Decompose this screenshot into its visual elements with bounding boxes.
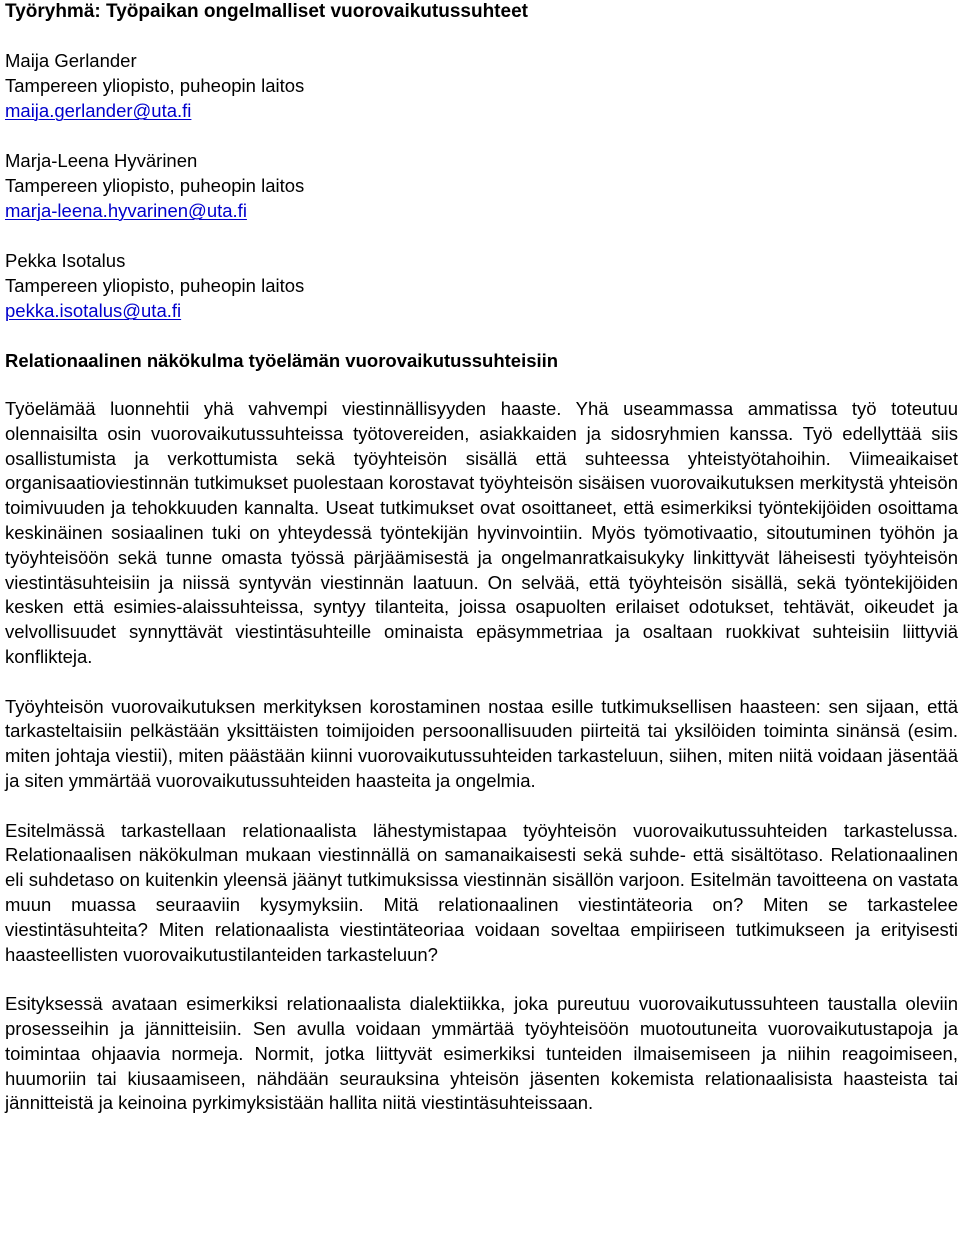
body-paragraph: Työyhteisön vuorovaikutuksen merkityksen korostaminen nostaa esille tutkimuksellisen haasteen: sen sijaan, että tarkasteltaisiin pelkästään yksittäisten toimijoiden persoonallisuuden piirteitä tai yksilöiden toiminta sinänsä (esim. miten johtaja viestii), miten päästään kiinni vuorovaikutussuhteiden tarkasteluun, siihen, miten niitä voidaan jäsentää ja siten ymmärtää vuorovaikutussuhteiden haasteita ja ongelmia.: [5, 695, 958, 791]
author-name: Maija Gerlander: [5, 50, 137, 71]
author-email-link[interactable]: marja-leena.hyvarinen@uta.fi: [5, 200, 247, 221]
body-paragraph: Työelämää luonnehtii yhä vahvempi viestinnällisyyden haaste. Yhä useammassa ammatissa työ toteutuu olennaisilta osin vuorovaikutussuhteissa työtovereiden, asiakkaiden ja sidosryhmien kanssa. Työ edellyttää siis osallistumista ja verkottumista sekä työyhteisön sisällä että suhteessa yhteistyötahoihin. Viimeaikaiset organisaatioviestinnän tutkimukset puolestaan korostavat työyhteisön sisäisen vuorovaikutuksen merkitystä yhteisön toimivuuden ja tehokkuuden kannalta. Useat tutkimukset ovat osoittaneet, että esimerkiksi työntekijöiden osoittama keskinäinen sosiaalinen tuki on yhteydessä työntekijän hyvinvointiin. Myös työmotivaatio, sitoutuminen työhön ja työyhteisöön sekä tunne omasta työssä pärjäämisestä ja ongelmanratkaisukyky linkittyvät läheisesti työyhteisön viestintäsuhteisiin ja niissä syntyvän viestinnän laatuun. On selvää, että työyhteisön sisällä, sekä työntekijöiden kesken että esimies-alaissuhteissa, syntyy tilanteita, joissa osapuolten erilaiset odotukset, tehtävät, oikeudet ja velvollisuudet synnyttävät viestintäsuhteille ominaista epäsymmetriaa ja osaltaan ruokkivat suhteisiin liittyviä konflikteja.: [5, 398, 958, 667]
author-affiliation: Tampereen yliopisto, puheopin laitos: [5, 75, 305, 96]
body-paragraph: Esitelmässä tarkastellaan relationaalista lähestymistapaa työyhteisön vuorovaikutussuhteiden tarkastelussa. Relationaalisen näkökulman mukaan viestinnällä on samanaikaisesti sekä suhde- että sisältötaso. Relationaalinen eli suhdetaso on kuitenkin yleensä jäänyt tutkimuksissa viestinnän sisällön varjoon. Esitelmän tavoitteena on vastata muun muassa seuraaviin kysymyksiin. Mitä relationaalinen viestintäteoria on? Miten se tarkastelee viestintäsuhteita? Miten relationaalista viestintäteoriaa voidaan soveltaa empiiriseen tutkimukseen ja erityisesti haasteellisten vuorovaikutustilanteiden tarkasteluun?: [5, 819, 958, 965]
author-name: Pekka Isotalus: [5, 250, 126, 271]
author-email-link[interactable]: maija.gerlander@uta.fi: [5, 100, 192, 121]
author-block: [5, 248, 958, 323]
section-heading: Relationaalinen näkökulma työelämän vuorovaikutussuhteisiin: [5, 350, 559, 371]
author-name: Marja-Leena Hyvärinen: [5, 150, 198, 171]
author-affiliation: Tampereen yliopisto, puheopin laitos: [5, 275, 305, 296]
author-block: [5, 48, 958, 123]
author-list: [5, 48, 958, 323]
body-paragraph: Esityksessä avataan esimerkiksi relationaalista dialektiikka, joka pureutuu vuorovaikutussuhteen taustalla oleviin prosesseihin ja jännitteisiin. Sen avulla voidaan ymmärtää työyhteisöön muotoutuneita vuorovaikutustapoja ja toimintaa ohjaavia normeja. Normit, jotka liittyvät esimerkiksi tunteiden ilmaisemiseen ja niihin reagoimiseen, huumoriin tai kiusaamiseen, nähdään seurauksina yhteisön jäsenten kokemista relationaalisista haasteista tai jännitteistä ja keinoina pyrkimyksistään hallita niitä viestintäsuhteissaan.: [5, 993, 958, 1114]
document-title: Työryhmä: Työpaikan ongelmalliset vuorovaikutussuhteet: [5, 1, 528, 22]
author-email-link[interactable]: pekka.isotalus@uta.fi: [5, 300, 182, 321]
author-block: [5, 148, 958, 223]
document-page: [5, 0, 958, 1116]
author-affiliation: Tampereen yliopisto, puheopin laitos: [5, 175, 305, 196]
